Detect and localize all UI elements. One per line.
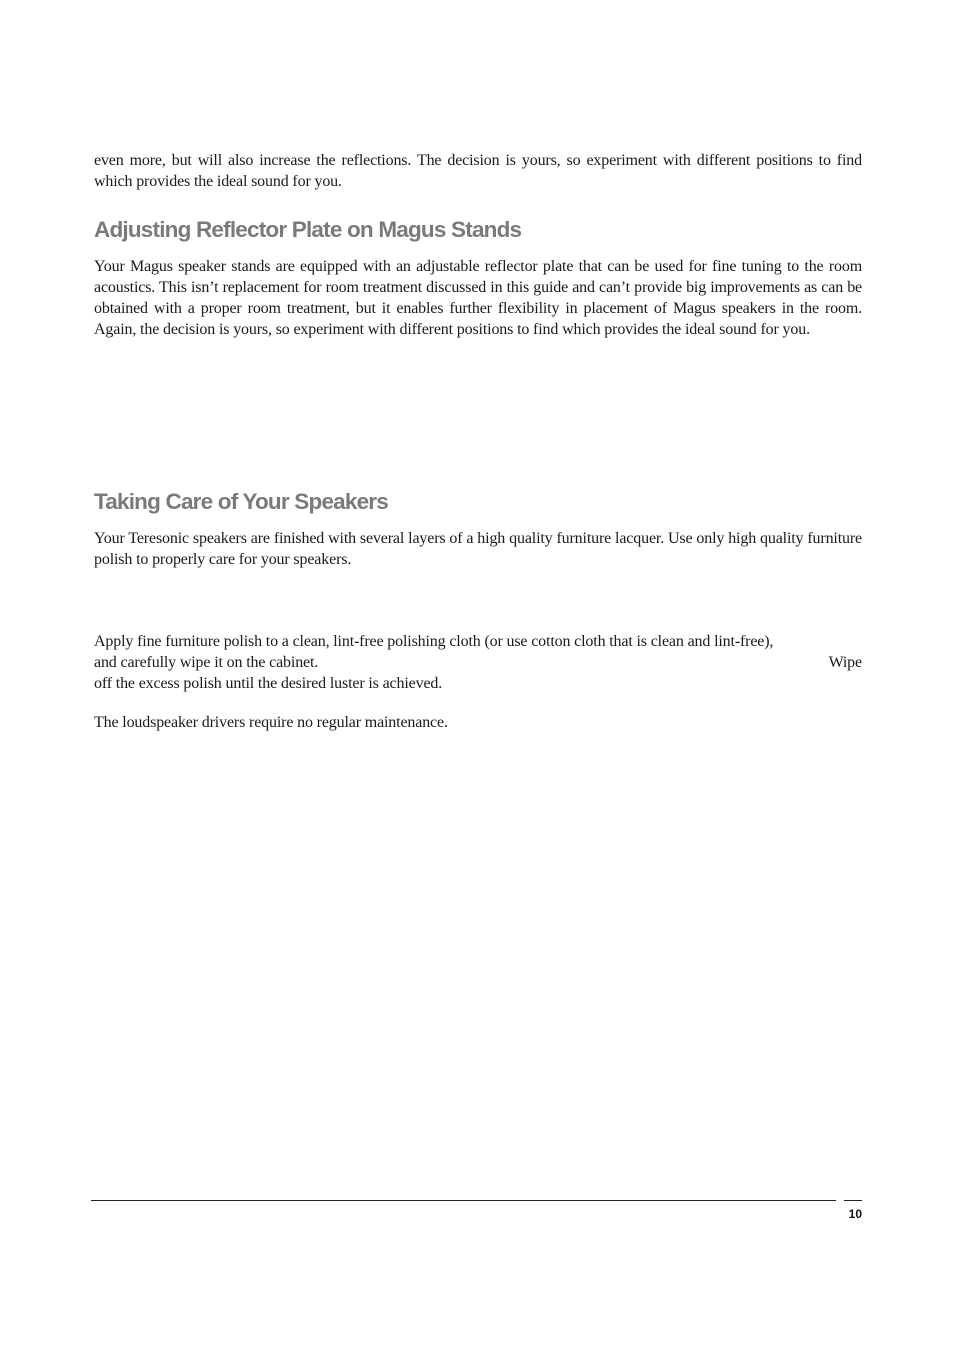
reflector-paragraph: Your Magus speaker stands are equipped with an adjustable reflector plate that can be used for fine tuning to the room acoustics. This isn’t replacement for room treatment discussed in this guide and can’t provide big improvements as can be obtained with a proper room treatment, but it enables further flexibility in placement of Magus speakers in the room. Again, the decision is yours, so experiment with different positions to find which provides the ideal sound for you. (94, 258, 862, 338)
care-paragraph-2-line-1 (94, 631, 862, 652)
care-paragraph-2-line-2 (94, 652, 862, 673)
footer-rule (91, 1200, 836, 1201)
care-section (94, 488, 862, 516)
page-number: 10 (848, 1207, 862, 1221)
intro-block (94, 150, 862, 192)
care-paragraph-3: The loudspeaker drivers require no regular maintenance. (94, 714, 448, 731)
care-body-1 (94, 528, 862, 570)
footer-rule-page-marker (844, 1200, 862, 1201)
care-paragraph-2-line-3 (94, 673, 862, 694)
section-heading-reflector: Adjusting Reflector Plate on Magus Stands (94, 217, 522, 242)
care-paragraph-1: Your Teresonic speakers are finished with several layers of a high quality furniture lacquer. Use only high quality furniture polish to properly care for your speakers. (94, 530, 862, 568)
intro-paragraph: even more, but will also increase the reflections. The decision is yours, so experiment with different positions to find which provides the ideal sound for you. (94, 152, 862, 190)
care-body-3 (94, 712, 862, 733)
reflector-body (94, 256, 862, 340)
care-line-3-text: off the excess polish until the desired luster is achieved. (94, 675, 443, 692)
reflector-section (94, 216, 862, 244)
care-line-1-text: Apply fine furniture polish to a clean, lint-free polishing cloth (or use cotton cloth that is clean and lint-free), (94, 633, 774, 650)
section-heading-care: Taking Care of Your Speakers (94, 489, 388, 514)
care-line-2-left: and carefully wipe it on the cabinet. (94, 654, 319, 671)
care-line-2-right: Wipe (828, 654, 862, 671)
care-body-2 (94, 631, 862, 694)
